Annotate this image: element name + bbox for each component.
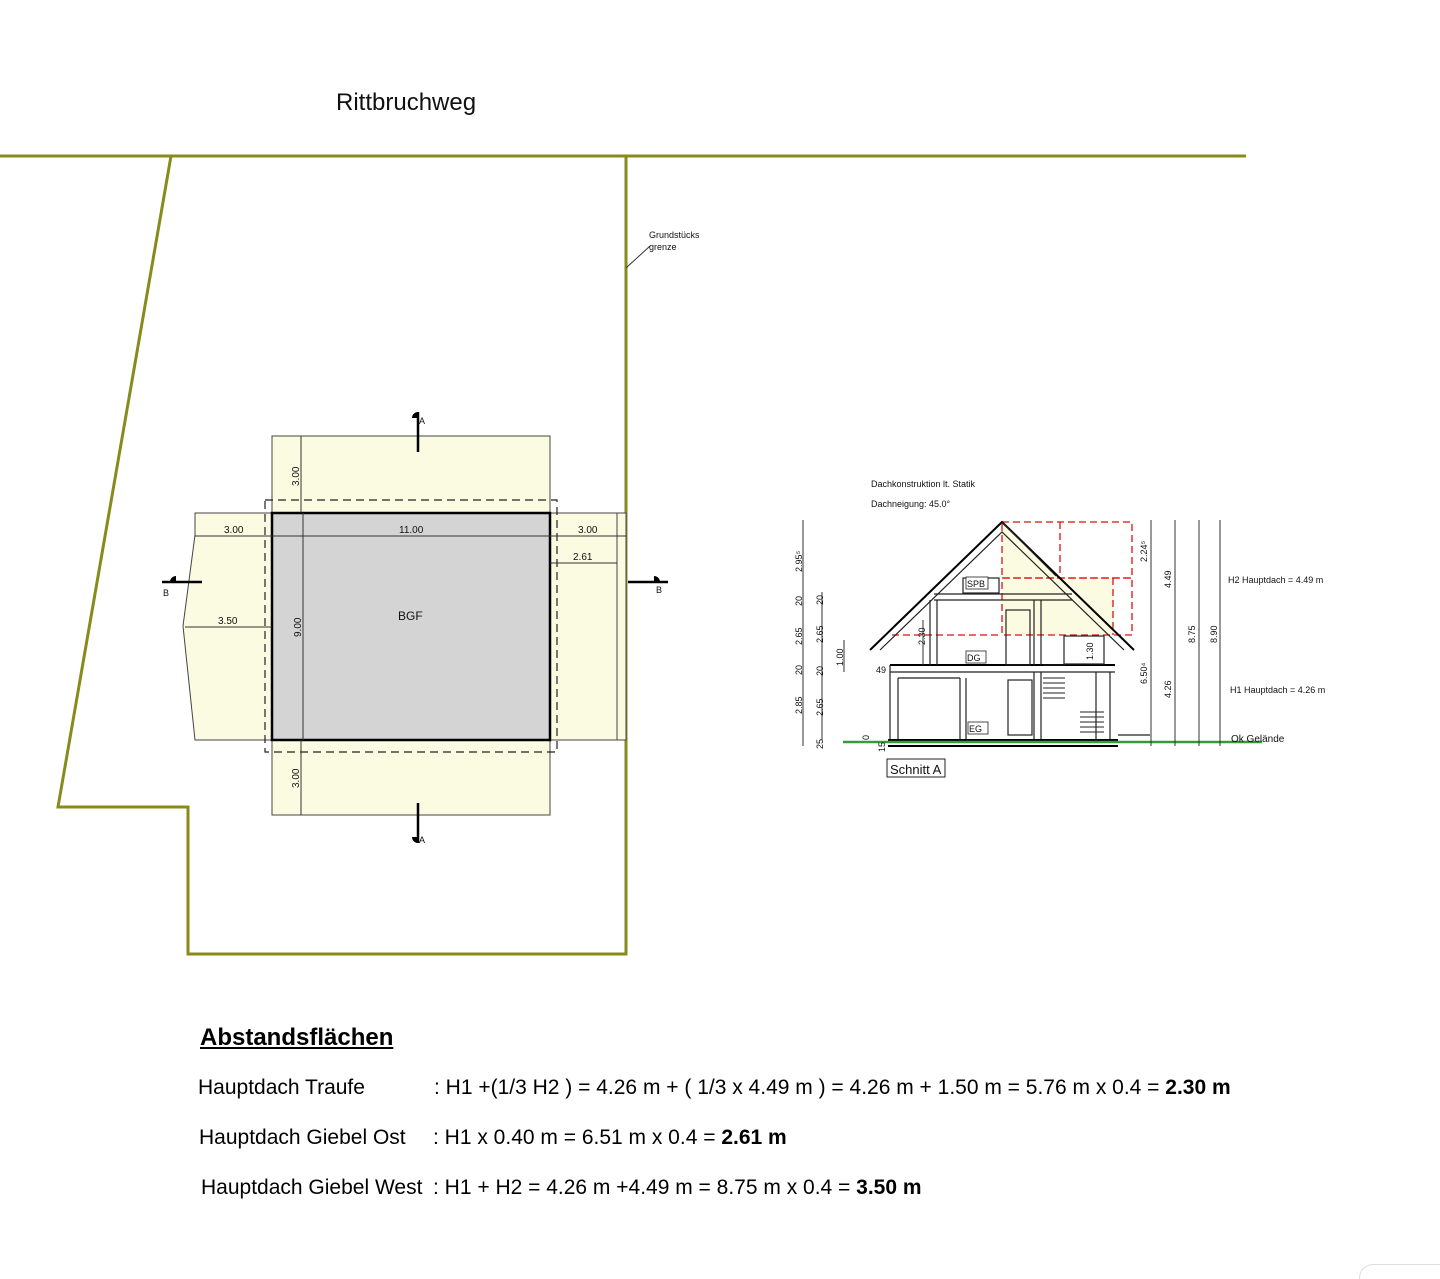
calc-label: Hauptdach Giebel Ost (199, 1126, 406, 1149)
dim-right-4: 4.26 (1163, 680, 1173, 698)
h1-label: H1 Hauptdach = 4.26 m (1230, 685, 1326, 695)
dim-east-setback: 2.61 (573, 552, 593, 563)
calc-result: 2.30 m (1165, 1076, 1231, 1099)
calc-row-giebel-ost (196, 1126, 1376, 1176)
height-zones (892, 522, 1132, 635)
dim-right-1: 2.24⁵ (1139, 540, 1149, 562)
dim-left-3: 2.65 (794, 627, 804, 645)
dim-west-top: 3.00 (224, 525, 244, 536)
section-b-label-west: B (163, 588, 170, 598)
section-dims-right (1139, 520, 1220, 746)
dim-left-2: 20 (794, 595, 804, 606)
section-a-label-top: A (419, 416, 426, 426)
setback-north (272, 436, 550, 513)
calc-result: 2.61 m (721, 1126, 787, 1149)
section-a-label-bottom: A (419, 835, 426, 845)
dim-building-depth: 9.00 (293, 617, 304, 637)
boundary-label-line2: grenze (649, 242, 677, 252)
roof-construction-note: Dachkonstruktion lt. Statik (871, 479, 976, 489)
building-label: BGF (398, 609, 423, 623)
dim-left-1: 2.95⁵ (794, 550, 804, 572)
dim-west-setback: 3.50 (218, 616, 238, 627)
floor-label-spb: SPB (967, 579, 986, 589)
calc-formula-wrap (433, 1176, 922, 1200)
dim-south-setback: 3.00 (291, 768, 302, 788)
calc-formula-wrap (433, 1126, 787, 1150)
dim-misc-6: 15 (877, 741, 887, 752)
ground-label: Ok Gelände (1231, 734, 1285, 745)
dim-inner-1: 20 (815, 594, 825, 605)
dim-misc-5: 0 (861, 734, 871, 740)
calc-formula-wrap (434, 1076, 1231, 1100)
dim-misc-1: 1.00 (835, 648, 845, 666)
dim-building-width: 11.00 (399, 525, 424, 536)
dim-north-setback: 3.00 (291, 466, 302, 486)
corner-mark (1359, 1264, 1440, 1279)
roof-pitch-note: Dachneigung: 45.0° (871, 499, 951, 509)
calc-formula: : H1 x 0.40 m = 6.51 m x 0.4 = (433, 1126, 722, 1149)
boundary-label (626, 230, 700, 268)
calc-formula: : H1 + H2 = 4.26 m +4.49 m = 8.75 m x 0.4 = (433, 1176, 857, 1199)
dim-left-4: 20 (794, 664, 804, 675)
dim-misc-3: 49 (876, 665, 887, 675)
dim-inner-3: 20 (815, 665, 825, 676)
street-name: Rittbruchweg (336, 89, 477, 116)
dim-right-2: 6.50⁴ (1139, 662, 1149, 684)
dim-inner-4: 2.65 (815, 698, 825, 716)
floor-label-dg: DG (967, 653, 981, 663)
dim-right-3: 4.49 (1163, 570, 1173, 588)
section-b-label-east: B (656, 585, 663, 595)
setback-south (272, 740, 550, 815)
boundary-label-line1: Grundstücks (649, 230, 700, 240)
calc-row-giebel-west (196, 1176, 1376, 1226)
dim-right-6: 8.90 (1209, 625, 1219, 643)
setback-calculation (196, 1024, 1376, 1226)
dim-misc-4: 1.30 (1085, 642, 1095, 660)
dim-inner-2: 2.65 (815, 625, 825, 643)
calc-label: Hauptdach Giebel West (201, 1176, 423, 1199)
setback-east (550, 513, 626, 740)
section-marker-b-east (628, 576, 668, 595)
dim-east-top: 3.00 (578, 525, 598, 536)
calc-result: 3.50 m (856, 1176, 922, 1199)
calculation-heading: Abstandsflächen (200, 1024, 394, 1051)
calc-label: Hauptdach Traufe (198, 1076, 365, 1099)
calc-formula: : H1 +(1/3 H2 ) = 4.26 m + ( 1/3 x 4.49 m ) = 4.26 m + 1.50 m = 5.76 m x 0.4 = (434, 1076, 1166, 1099)
floor-label-eg: EG (969, 724, 983, 734)
dim-misc-2: 2.30 (917, 627, 927, 645)
dim-left-6: 25 (815, 738, 825, 749)
section-title: Schnitt A (890, 762, 942, 777)
h2-label: H2 Hauptdach = 4.49 m (1228, 575, 1324, 585)
calc-row-traufe (196, 1076, 1376, 1126)
section-dims-left (794, 520, 1095, 752)
building-footprint (272, 513, 550, 740)
dim-right-5: 8.75 (1187, 625, 1197, 643)
dim-left-5: 2.85 (794, 696, 804, 714)
